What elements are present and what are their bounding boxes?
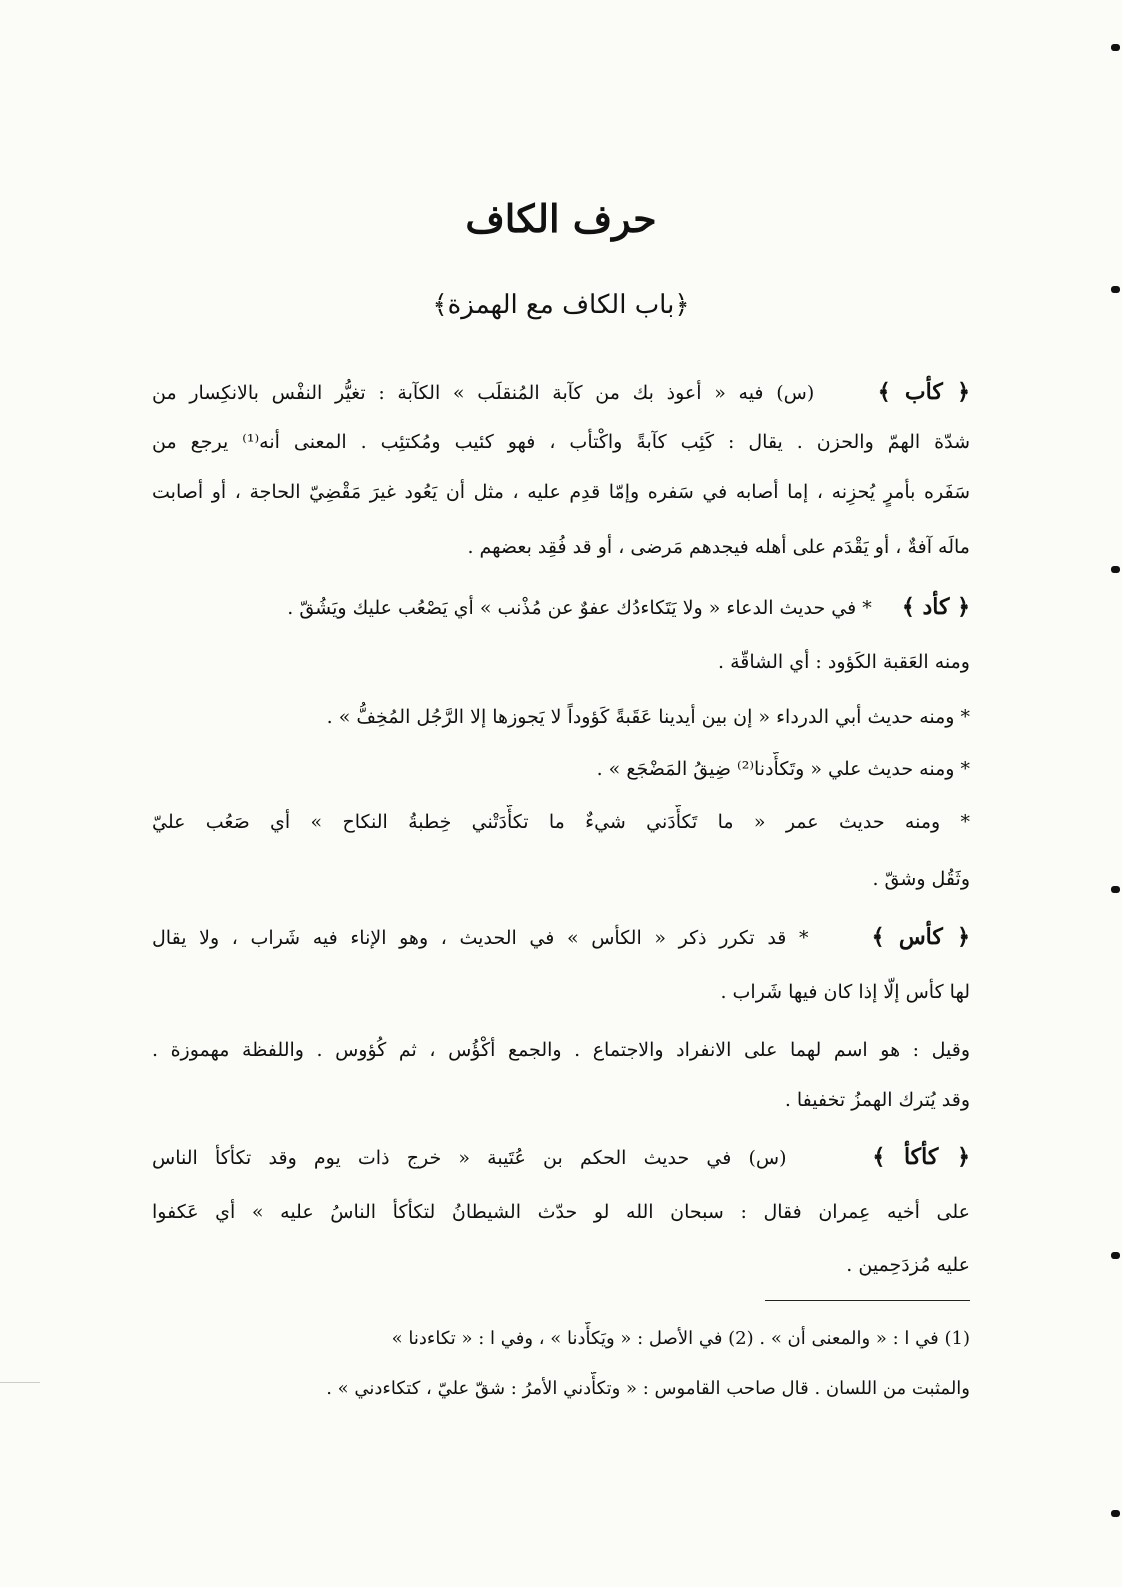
entry-head: ﴿ كأد ﴾: [901, 594, 970, 620]
entry-kaas-line-2: لها كأس إلّا إذا كان فيها شَراب .: [720, 981, 970, 1003]
entry-head: ﴿ كأب ﴾: [877, 379, 970, 405]
footnote: (1) في ا : « والمعنى أن » . (2) في الأصل : « ويَكأّدنا » ، وفي ا : « تكاءدنا »: [391, 1328, 970, 1349]
hadith-bullet: * ومنه حديث أبي الدرداء « إن بين أيدينا عَقَبةً كَؤوداً لا يَجوزها إلا الرَّجُل المُخِفُّ » .: [326, 706, 970, 728]
entry-kaad-line-2: ومنه العَقبة الكَؤود : أي الشاقّة .: [718, 651, 970, 673]
entry-text: * قد تكرر ذكر « الكأس » في الحديث ، وهو الإناء فيه شَراب ، ولا يقال: [152, 927, 809, 949]
entry-text: (س) فيه « أعوذ بك من كآبة المُنقلَب » الكآبة : تغيُّر النفْس بالانكِسار من: [152, 382, 815, 404]
entry-kaka-line-3: عليه مُزدَحِمين .: [846, 1254, 970, 1276]
entry-kaas-line-1: [152, 920, 970, 954]
scan-edge-mark: [1111, 1510, 1120, 1517]
entry-kaka-line-1: [152, 1140, 970, 1174]
chapter-heading: ﴿باب الكاف مع الهمزة﴾: [432, 290, 690, 320]
entry-kaas-line-3: وقيل : هو اسم لهما على الانفراد والاجتماع . والجمع أكْؤُس ، ثم كُؤوس . واللفظة مهموزة .: [152, 1039, 970, 1061]
entry-kaab-line-2: شدّة الهمّ والحزن . يقال : كَئِب كآبةً واكْتأب ، فهو كئيب ومُكتئِب . المعنى أنه⁽¹⁾ يرجع من: [152, 431, 970, 453]
entry-head: ﴿ كأس ﴾: [871, 924, 970, 950]
scan-edge-mark: [1111, 1252, 1120, 1259]
entry-text: * في حديث الدعاء « ولا يَتَكاءدُك عفوٌ عن مُذْنب » أي يَصْعُب عليك ويَشُقّ .: [287, 597, 872, 619]
entry-head: ﴿ كأكأ ﴾: [872, 1144, 970, 1170]
scan-edge-mark: [1111, 44, 1120, 51]
hadith-bullet-continuation: وثَقُل وشقّ .: [872, 868, 970, 890]
entry-kaad-line-1: [152, 590, 970, 624]
hadith-bullet: * ومنه حديث عمر « ما تَكأّدَني شيءٌ ما تكأّدَتْني خِطبةُ النكاح » أي صَعُب عليّ: [152, 811, 970, 833]
scan-edge-mark: [1111, 566, 1120, 573]
hadith-bullet: * ومنه حديث علي « وتَكأّدنا⁽²⁾ ضِيقُ المَضْجَع » .: [596, 758, 970, 780]
entry-kaka-line-2: على أخيه عِمران فقال : سبحان الله لو حدّث الشيطانُ لتكأكأ الناسُ عليه » أي عَكفوا: [152, 1201, 970, 1223]
entry-kaab-line-1: [152, 375, 970, 409]
entry-kaab-line-4: مالَه آفةٌ ، أو يَقْدَم على أهله فيجدهم مَرضى ، أو قد فُقِد بعضهم .: [467, 536, 970, 558]
entry-kaab-line-3: سَفَره بأمرٍ يُحزِنه ، إما أصابه في سَفره وإمّا قدِم عليه ، مثل أن يَعُود غيرَ مَقْضِيّ الحاجة ، أو أصابت: [152, 481, 970, 503]
footnote: والمثبت من اللسان . قال صاحب القاموس : « وتكأّدني الأمرُ : شقّ عليّ ، كتكاءدني » .: [326, 1378, 970, 1399]
scan-edge-mark: [1111, 886, 1120, 893]
entry-kaas-line-4: وقد يُترك الهمزُ تخفيفا .: [784, 1089, 970, 1111]
footnote-separator: [765, 1300, 970, 1301]
page-title: حرف الكاف: [465, 196, 657, 241]
scan-artifact-line: [0, 1382, 40, 1383]
entry-text: (س) في حديث الحكم بن عُتَيبة « خرج ذات يوم وقد تكأكأ الناس: [152, 1147, 787, 1169]
